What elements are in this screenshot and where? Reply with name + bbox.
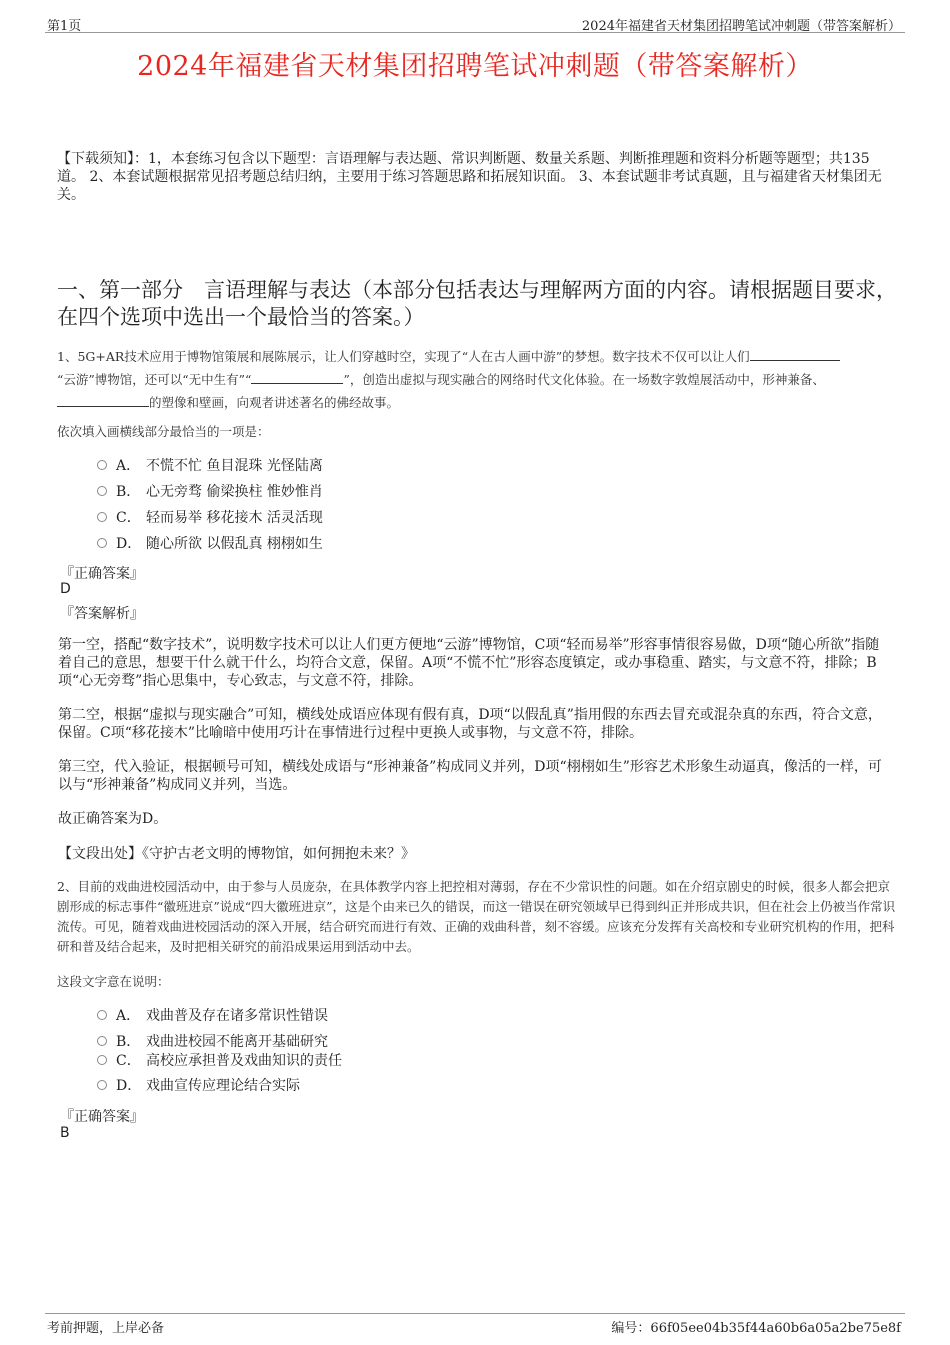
- q1-analysis-label: 『答案解析』: [60, 606, 144, 622]
- page-footer: [45, 1313, 905, 1334]
- q1-analysis-3: 第三空，代入验证，根据顿号可知，横线处成语与“形神兼备”构成同义并列，D项“栩栩如生”形容艺术形象生动逼真，像活的一样，可以与“形神兼备”构成同义并列，当选。: [58, 759, 882, 793]
- q1-text-1: 1、5G+AR技术应用于博物馆策展和展陈展示，让人们穿越时空，实现了“人在古人画中游”的梦想。数字技术不仅可以让人们: [57, 349, 750, 364]
- q1-blank-3: [57, 394, 149, 407]
- radio-icon[interactable]: [97, 486, 107, 496]
- q1-source: 【文段出处】《守护古老文明的博物馆，如何拥抱未来？》: [58, 846, 415, 862]
- q1-prompt: 依次填入画横线部分最恰当的一项是：: [57, 424, 270, 439]
- q1-analysis-4: 故正确答案为D。: [58, 811, 168, 827]
- download-notice: 【下载须知】：1，本套练习包含以下题型：言语理解与表达题、常识判断题、数量关系题、判断推理题和资料分析题等题型；共135道。 2、本套试题根据常见招考题总结归纳，主要用于练习答题思路和拓展知识面。 3、本套试题非考试真题，且与福建省天材集团无关。: [57, 151, 882, 203]
- footer-serial: 编号：66f05ee04b35f44a60b6a05a2be75e8f: [611, 1321, 901, 1336]
- q1-analysis-1: 第一空，搭配“数字技术”，说明数字技术可以让人们更方便地“云游”博物馆，C项“轻而易举”形容事情很容易做，D项“随心所欲”指随着自己的意思，想要干什么就干什么，均符合文意，保留。A项“不慌不忙”形容态度镇定，或办事稳重、踏实，与文意不符，排除；B项“心无旁骛”指心思集中，专心致志，与文意不符，排除。: [58, 637, 880, 689]
- q1-text-2: “云游”博物馆，还可以“无中生有”“: [57, 372, 252, 387]
- q1-blank-2: [251, 371, 343, 384]
- q2-option-d[interactable]: D． 戏曲宣传应理论结合实际: [97, 1076, 300, 1096]
- radio-icon[interactable]: [97, 1010, 107, 1020]
- footer-slogan: 考前押题，上岸必备: [47, 1321, 165, 1336]
- q2-option-a[interactable]: A． 戏曲普及存在诸多常识性错误: [97, 1006, 328, 1026]
- radio-icon[interactable]: [97, 460, 107, 470]
- radio-icon[interactable]: [97, 512, 107, 522]
- q2-answer-label: 『正确答案』: [60, 1109, 144, 1125]
- q1-option-b[interactable]: B． 心无旁骛 偷梁换柱 惟妙惟肖: [97, 482, 323, 502]
- q1-analysis-2: 第二空，根据“虚拟与现实融合”可知，横线处成语应体现有假有真，D项“以假乱真”指用假的东西去冒充或混杂真的东西，符合文意，保留。C项“移花接木”比喻暗中使用巧计在事情进行过程中更换人或事物，与文意不符，排除。: [58, 707, 882, 741]
- q2-option-c[interactable]: C． 高校应承担普及戏曲知识的责任: [97, 1051, 342, 1071]
- radio-icon[interactable]: [97, 1036, 107, 1046]
- q1-text-3: ”，创造出虚拟与现实融合的网络时代文化体验。在一场数字敦煌展活动中，形神兼备、: [343, 372, 825, 387]
- q2-prompt: 这段文字意在说明：: [57, 974, 170, 989]
- q2-answer: B: [60, 1125, 70, 1141]
- radio-icon[interactable]: [97, 1080, 107, 1090]
- q2-option-b[interactable]: B． 戏曲进校园不能离开基础研究: [97, 1032, 328, 1052]
- q1-answer-label: 『正确答案』: [60, 566, 144, 582]
- question-2-stem: 2、目前的戏曲进校园活动中，由于参与人员庞杂，在具体教学内容上把控相对薄弱，存在不少常识性的问题。如在介绍京剧史的时候，很多人都会把京剧形成的标志事件“徽班进京”说成“四大徽班进京”，这是个由来已久的错误，而这一错误在研究领域早已得到纠正并形成共识，但在社会上仍被当作常识流传。可见，随着戏曲进校园活动的深入开展，结合研究而进行有效、正确的戏曲科普，刻不容缓。应该充分发挥有关高校和专业研究机构的作用，把科研和普及结合起来，及时把相关研究的前沿成果运用到活动中去。: [57, 879, 896, 954]
- page-header: [45, 14, 905, 33]
- section-title: 一、第一部分 言语理解与表达（本部分包括表达与理解两方面的内容。请根据题目要求，在四个选项中选出一个最恰当的答案。）: [57, 278, 897, 329]
- page-number: 第1页: [47, 19, 82, 34]
- q1-text-4: 的塑像和壁画，向观者讲述著名的佛经故事。: [149, 395, 400, 410]
- q1-option-d[interactable]: D． 随心所欲 以假乱真 栩栩如生: [97, 534, 323, 554]
- q1-option-c[interactable]: C． 轻而易举 移花接木 活灵活现: [97, 508, 323, 528]
- q1-option-a[interactable]: A． 不慌不忙 鱼目混珠 光怪陆离: [97, 456, 323, 476]
- question-1-stem: [57, 345, 902, 414]
- radio-icon[interactable]: [97, 1055, 107, 1065]
- document-title: 2024年福建省天材集团招聘笔试冲刺题（带答案解析）: [137, 51, 813, 82]
- q1-answer: D: [60, 581, 71, 597]
- header-title: 2024年福建省天材集团招聘笔试冲刺题（带答案解析）: [581, 19, 901, 34]
- q1-blank-1: [750, 348, 840, 361]
- radio-icon[interactable]: [97, 538, 107, 548]
